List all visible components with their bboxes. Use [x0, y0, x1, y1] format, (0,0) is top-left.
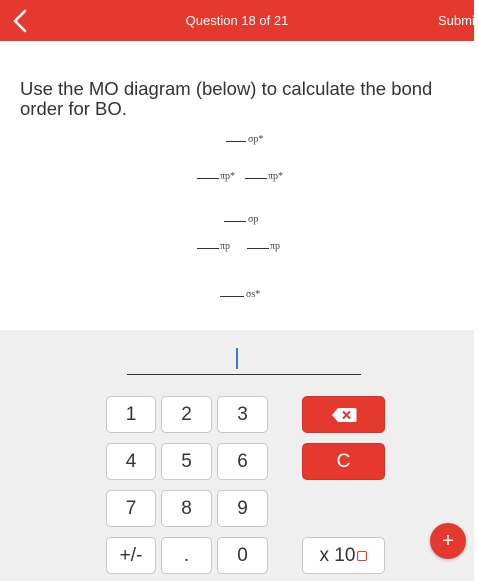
level-line-pi-p-left — [197, 248, 219, 249]
label-sigma-s-star: σs* — [246, 289, 261, 300]
submit-button[interactable]: Submit — [438, 13, 478, 28]
question-text: Use the MO diagram (below) to calculate the bond order for BO. — [20, 78, 433, 119]
key-2[interactable]: 2 — [161, 396, 212, 433]
level-line-pi-p-right — [247, 248, 269, 249]
text-cursor — [236, 348, 238, 369]
times-ten-key[interactable] — [302, 537, 385, 574]
level-line-pi-p-star-right — [245, 178, 267, 179]
backspace-icon — [331, 407, 357, 423]
label-sigma-p-star: σp* — [248, 134, 264, 145]
label-pi-p-star-left: πp* — [220, 171, 236, 182]
key-3[interactable]: 3 — [217, 396, 268, 433]
key-5[interactable]: 5 — [161, 443, 212, 480]
key-8[interactable]: 8 — [161, 490, 212, 527]
label-pi-p-left: πp — [220, 241, 231, 252]
top-bar — [0, 0, 478, 41]
level-line-sigma-s-star — [220, 296, 244, 297]
add-fab-button[interactable]: + — [430, 523, 466, 559]
label-sigma-p: σp — [248, 214, 259, 225]
decimal-key[interactable]: . — [161, 537, 212, 574]
label-pi-p-star-right: πp* — [268, 171, 284, 182]
key-6[interactable]: 6 — [217, 443, 268, 480]
level-line-pi-p-star-left — [197, 178, 219, 179]
delete-button[interactable] — [302, 396, 385, 433]
plus-minus-key[interactable]: +/- — [106, 537, 156, 574]
key-9[interactable]: 9 — [217, 490, 268, 527]
clear-button[interactable]: C — [302, 443, 385, 480]
answer-input[interactable] — [127, 345, 361, 373]
exponent-box-icon — [357, 551, 367, 561]
key-7[interactable]: 7 — [106, 490, 156, 527]
level-line-sigma-p-star — [226, 141, 246, 142]
times-ten-label: x 10 — [319, 544, 356, 566]
key-4[interactable]: 4 — [106, 443, 156, 480]
key-1[interactable]: 1 — [106, 396, 156, 433]
key-0[interactable]: 0 — [217, 537, 268, 574]
answer-underline — [127, 374, 361, 375]
question-counter: Question 18 of 21 — [185, 13, 289, 28]
label-pi-p-right: πp — [270, 241, 281, 252]
level-line-sigma-p — [224, 221, 246, 222]
